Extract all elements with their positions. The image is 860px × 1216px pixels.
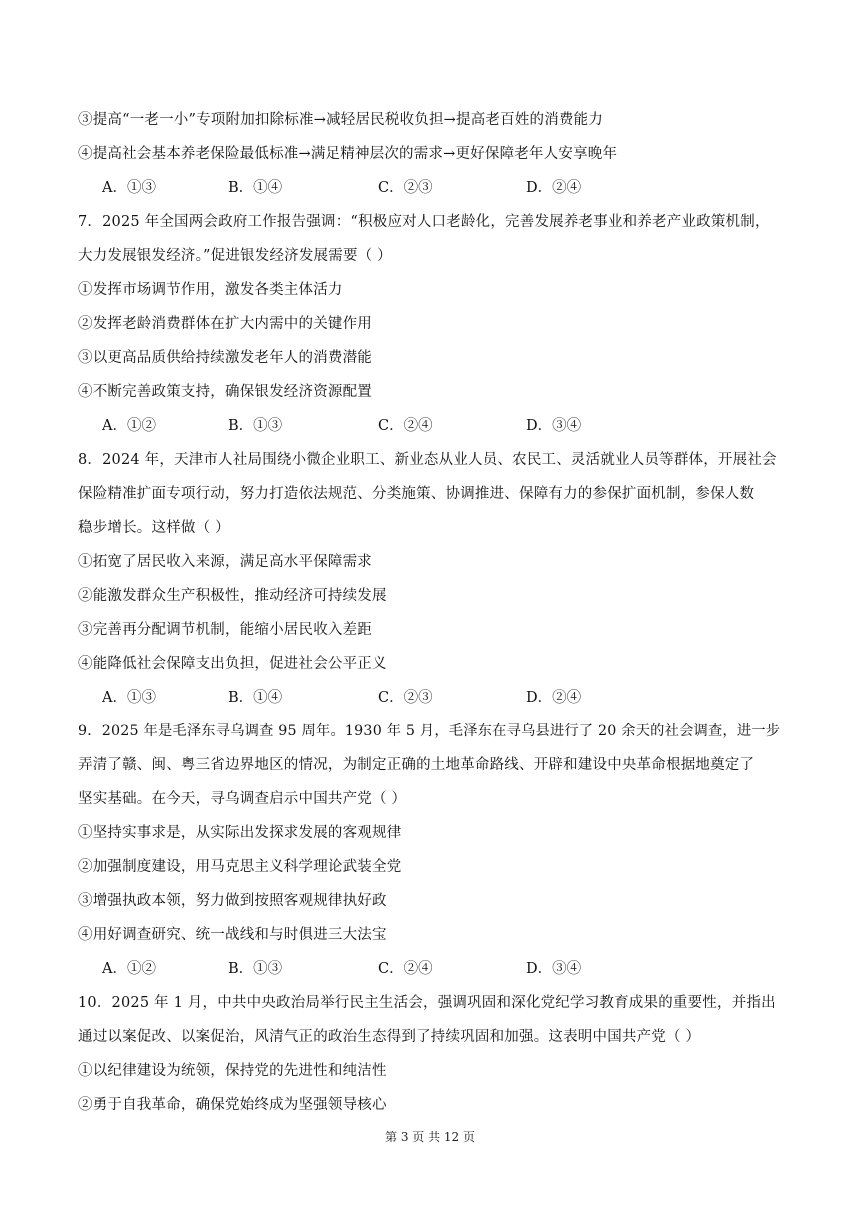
option-a: A．①② <box>102 418 156 434</box>
option-a: A．①③ <box>102 180 156 196</box>
q10-item-1: ①以纪律建设为统领，保持党的先进性和纯洁性 <box>78 1063 387 1079</box>
q10-stem-line-1: 10．2025 年 1 月，中共中央政治局举行民主生活会，强调巩固和深化党纪学习教育成果的重要性，并指出 <box>78 995 776 1011</box>
prev-item-4: ④提高社会基本养老保险最低标准→满足精神层次的需求→更好保障老年人安享晚年 <box>78 146 618 162</box>
option-c: C．②③ <box>378 690 433 706</box>
q7-item-1: ①发挥市场调节作用，激发各类主体活力 <box>78 282 343 298</box>
page-number-footer: 第 3 页 共 12 页 <box>385 1130 475 1144</box>
q9-item-1: ①坚持实事求是，从实际出发探求发展的客观规律 <box>78 825 402 841</box>
option-d: D．②④ <box>526 180 582 196</box>
option-c: C．②④ <box>378 418 433 434</box>
option-c: C．②④ <box>378 961 433 977</box>
q10-item-2: ②勇于自我革命，确保党始终成为坚强领导核心 <box>78 1097 387 1113</box>
q8-item-1: ①拓宽了居民收入来源，满足高水平保障需求 <box>78 554 372 570</box>
option-a: A．①② <box>102 961 156 977</box>
q9-stem-line-2: 弄清了赣、闽、粤三省边界地区的情况，为制定正确的土地革命路线、开辟和建设中央革命根据地奠定了 <box>78 757 755 773</box>
option-b: B．①④ <box>228 690 283 706</box>
q7-item-2: ②发挥老龄消费群体在扩大内需中的关键作用 <box>78 316 372 332</box>
q8-item-3: ③完善再分配调节机制，能缩小居民收入差距 <box>78 622 372 638</box>
q8-stem-line-2: 保险精准扩面专项行动，努力打造依法规范、分类施策、协调推进、保障有力的参保扩面机制，参保人数 <box>78 486 755 502</box>
q9-item-4: ④用好调查研究、统一战线和与时俱进三大法宝 <box>78 927 387 943</box>
q7-item-4: ④不断完善政策支持，确保银发经济资源配置 <box>78 384 372 400</box>
option-d: D．②④ <box>526 690 582 706</box>
q9-stem-line-3: 坚实基础。在今天，寻乌调查启示中国共产党（ ） <box>78 791 407 807</box>
q8-stem-line-3: 稳步增长。这样做（ ） <box>78 520 230 536</box>
option-b: B．①③ <box>228 418 283 434</box>
option-c: C．②③ <box>378 180 433 196</box>
option-b: B．①③ <box>228 961 283 977</box>
q10-stem-line-2: 通过以案促改、以案促治，风清气正的政治生态得到了持续巩固和加强。这表明中国共产党（ ） <box>78 1029 701 1045</box>
option-a: A．①③ <box>102 690 156 706</box>
prev-item-3: ③提高“一老一小”专项附加扣除标准→减轻居民税收负担→提高老百姓的消费能力 <box>78 112 604 128</box>
q7-stem-line-2: 大力发展银发经济。”促进银发经济发展需要（ ） <box>78 248 392 264</box>
q9-item-2: ②加强制度建设，用马克思主义科学理论武装全党 <box>78 859 402 875</box>
q8-stem-line-1: 8．2024 年，天津市人社局围绕小微企业职工、新业态从业人员、农民工、灵活就业人员等群体，开展社会 <box>78 452 777 468</box>
q7-stem-line-1: 7．2025 年全国两会政府工作报告强调：“积极应对人口老龄化，完善发展养老事业和养老产业政策机制， <box>78 214 770 230</box>
q8-item-2: ②能激发群众生产积极性，推动经济可持续发展 <box>78 588 387 604</box>
q8-item-4: ④能降低社会保障支出负担，促进社会公平正义 <box>78 656 387 672</box>
q9-stem-line-1: 9．2025 年是毛泽东寻乌调查 95 周年。1930 年 5 月，毛泽东在寻乌县进行了 20 余天的社会调查，进一步 <box>78 723 781 739</box>
q7-item-3: ③以更高品质供给持续激发老年人的消费潜能 <box>78 350 372 366</box>
option-d: D．③④ <box>526 418 582 434</box>
option-d: D．③④ <box>526 961 582 977</box>
q9-item-3: ③增强执政本领，努力做到按照客观规律执好政 <box>78 893 387 909</box>
option-b: B．①④ <box>228 180 283 196</box>
